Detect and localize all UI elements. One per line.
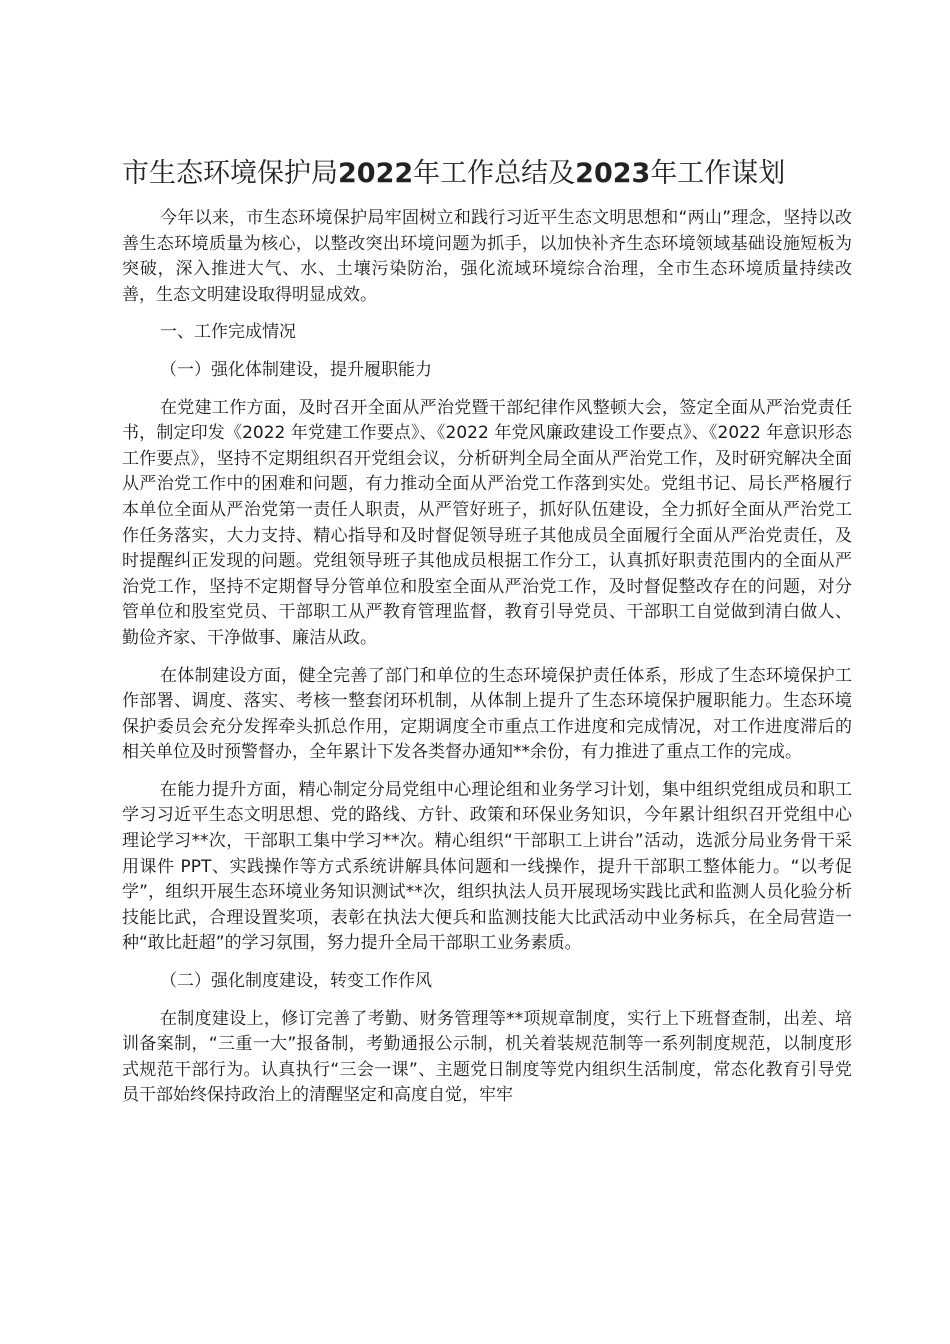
document-body — [122, 150, 852, 1121]
subsection-heading-rules-building: （二）强化制度建设，转变工作作风 — [160, 971, 432, 992]
title-part-1: 市生态环境保护局 — [122, 158, 338, 189]
subsection-heading-system-building: （一）强化体制建设，提升履职能力 — [160, 359, 432, 380]
paragraph-rules-building: 在制度建设上，修订完善了考勤、财务管理等**项规章制度，实行上下班督查制，出差、培训备案制，“三重一大”报备制，考勤通报公示制，机关着装规范制等一系列制度规范，以制度形式规范干部行为。认真执行“三会一课”、主题党日制度等党内组织生活制度，常态化教育引导党员干部始终保持政治上的清醒坚定和高度自觉，牢牢 — [122, 1008, 852, 1106]
section-heading-work-completion: 一、工作完成情况 — [160, 322, 296, 343]
paragraph-party-building: 在党建工作方面，及时召开全面从严治党暨干部纪律作风整顿大会，签定全面从严治党责任书，制定印发《2022 年党建工作要点》、《2022 年党风廉政建设工作要点》、《2022 年意识形态工作要点》，坚持不定期组织召开党组会议，分析研判全局全面从严治党工作，及时研究解决全面从严治党工作中的困难和问题，有力推动全面从严治党工作落到实处。党组书记、局长严格履行本单位全面从严治党第一责任人职责，从严管好班子，抓好队伍建设，全力抓好全面从严治党工作任务落实，大力支持、精心指导和及时督促领导班子其他成员全面履行全面从严治党责任，及时提醒纠正发现的问题。党组领导班子其他成员根据工作分工，认真抓好职责范围内的全面从严治党工作，坚持不定期督导分管单位和股室全面从严治党工作，及时督促整改存在的问题，对分管单位和股室党员、干部职工从严教育管理监督，教育引导党员、干部职工自觉做到清白做人、勤俭齐家、干净做事、廉洁从政。 — [122, 397, 852, 648]
document-title — [122, 150, 852, 198]
title-part-3: 年工作谋划 — [650, 158, 786, 189]
paragraph-system-building: 在体制建设方面，健全完善了部门和单位的生态环境保护责任体系，形成了生态环境保护工作部署、调度、落实、考核一整套闭环机制，从体制上提升了生态环境保护履职能力。生态环境保护委员会充分发挥牵头抓总作用，定期调度全市重点工作进度和完成情况，对工作进度滞后的相关单位及时预警督办，全年累计下发各类督办通知**余份，有力推进了重点工作的完成。 — [122, 665, 852, 763]
paragraph-capacity-building: 在能力提升方面，精心制定分局党组中心理论组和业务学习计划，集中组织党组成员和职工学习习近平生态文明思想、党的路线、方针、政策和环保业务知识，今年累计组织召开党组中心理论学习**次，干部职工集中学习**次。精心组织“干部职工上讲台”活动，选派分局业务骨干采用课件 PPT、实践操作等方式系统讲解具体问题和一线操作，提升干部职工整体能力。“以考促学”，组织开展生态环境业务知识测试**次，组织执法人员开展现场实践比武和监测人员化验分析技能比武，合理设置奖项，表彰在执法大便兵和监测技能大比武活动中业务标兵，在全局营造一种“敢比赶超”的学习氛围，努力提升全局干部职工业务素质。 — [122, 779, 852, 954]
title-year-2022: 2022 — [338, 158, 414, 189]
title-year-2023: 2023 — [575, 158, 651, 189]
intro-paragraph: 今年以来，市生态环境保护局牢固树立和践行习近平生态文明思想和“两山”理念，坚持以改善生态环境质量为核心，以整改突出环境问题为抓手，以加快补齐生态环境领域基础设施短板为突破，深入推进大气、水、土壤污染防治，强化流域环境综合治理，全市生态环境质量持续改善，生态文明建设取得明显成效。 — [122, 208, 852, 305]
title-part-2: 年工作总结及 — [413, 158, 576, 189]
